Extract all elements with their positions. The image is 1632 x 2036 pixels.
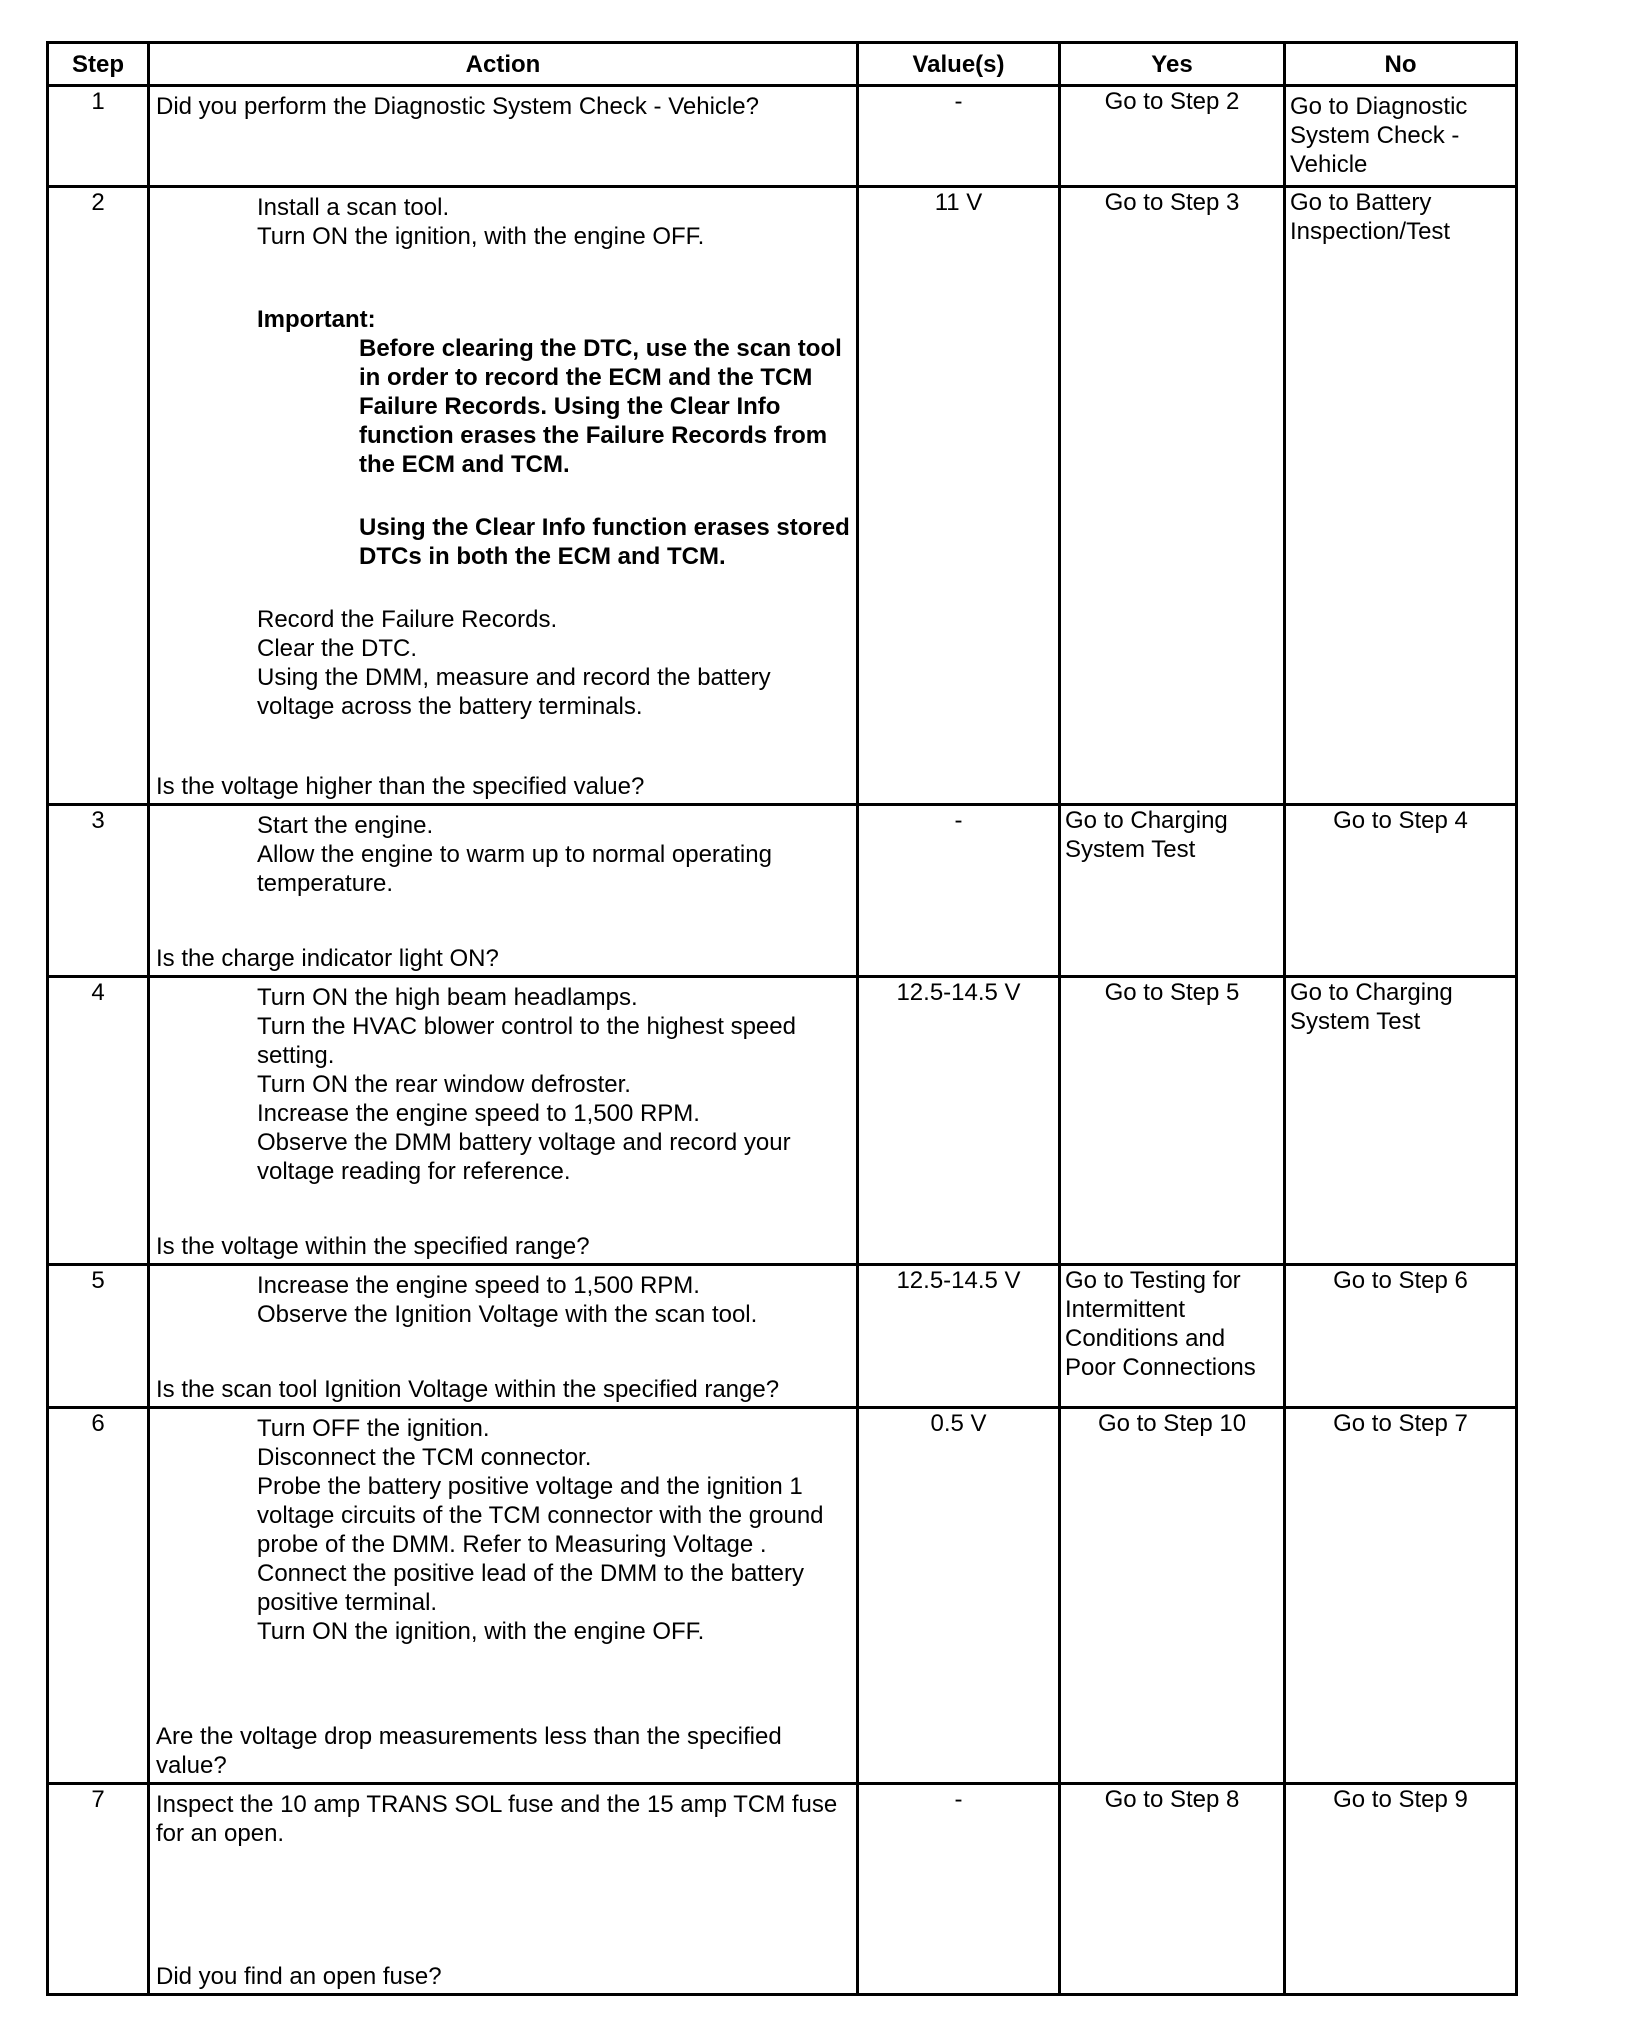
table-row [48, 1784, 1517, 1995]
action-cell [149, 805, 858, 977]
no-cell [1285, 977, 1517, 1265]
step-number: 5 [48, 1265, 149, 1408]
step-number: 6 [48, 1408, 149, 1784]
action-cell [149, 187, 858, 805]
no-cell [1285, 1265, 1517, 1408]
instruction-line: Observe the DMM battery voltage and record your voltage reading for reference. [257, 1129, 791, 1185]
no-text: Go to Diagnostic System Check - Vehicle [1290, 93, 1468, 178]
question-text: Is the scan tool Ignition Voltage within the specified range? [156, 1376, 780, 1403]
yes-cell [1060, 1408, 1285, 1784]
value-cell: 12.5-14.5 V [858, 1265, 1060, 1408]
instruction-line: Start the engine. [257, 812, 434, 839]
value-cell: 0.5 V [858, 1408, 1060, 1784]
yes-text: Go to Step 2 [1104, 88, 1240, 115]
step-number: 4 [48, 977, 149, 1265]
instruction-line: Connect the positive lead of the DMM to the battery positive terminal. [257, 1560, 804, 1616]
yes-cell [1060, 86, 1285, 187]
instruction-line: Inspect the 10 amp TRANS SOL fuse and the 15 amp TCM fuse for an open. [156, 1791, 838, 1847]
yes-cell [1060, 977, 1285, 1265]
question-text: Did you find an open fuse? [156, 1963, 442, 1990]
yes-cell [1060, 1784, 1285, 1995]
important-note: Using the Clear Info function erases stored DTCs in both the ECM and TCM. [359, 514, 850, 570]
instruction-line: Install a scan tool. [257, 194, 450, 221]
table-row [48, 1265, 1517, 1408]
important-title: Important: [257, 306, 376, 333]
question-text: Is the charge indicator light ON? [156, 945, 499, 972]
yes-cell [1060, 1265, 1285, 1408]
instruction-line: Turn ON the ignition, with the engine OFF. [257, 223, 705, 250]
header-yes: Yes [1060, 43, 1285, 86]
instruction-line: Observe the Ignition Voltage with the scan tool. [257, 1301, 758, 1328]
no-cell [1285, 187, 1517, 805]
question-text: Are the voltage drop measurements less than the specified value? [156, 1723, 782, 1779]
yes-cell [1060, 187, 1285, 805]
yes-text: Go to Testing for Intermittent Conditions and Poor Connections [1065, 1267, 1256, 1381]
action-cell [149, 86, 858, 187]
action-cell [149, 1408, 858, 1784]
instruction-line: Probe the battery positive voltage and the ignition 1 voltage circuits of the TCM connector with the ground probe of the DMM. Refer to Measuring Voltage . [257, 1473, 824, 1558]
step-number: 3 [48, 805, 149, 977]
yes-text: Go to Charging System Test [1065, 807, 1228, 863]
action-cell [149, 977, 858, 1265]
value-cell: - [858, 805, 1060, 977]
no-text: Go to Step 9 [1333, 1786, 1468, 1813]
value-cell: - [858, 86, 1060, 187]
question-text: Is the voltage higher than the specified value? [156, 773, 645, 800]
yes-text: Go to Step 3 [1104, 189, 1240, 216]
instruction-line: Record the Failure Records. [257, 606, 558, 633]
no-text: Go to Step 7 [1333, 1410, 1468, 1437]
table-row [48, 1408, 1517, 1784]
question-text: Did you perform the Diagnostic System Check - Vehicle? [156, 93, 759, 120]
no-cell [1285, 1784, 1517, 1995]
instruction-line: Clear the DTC. [257, 635, 418, 662]
yes-text: Go to Step 8 [1104, 1786, 1240, 1813]
header-no: No [1285, 43, 1517, 86]
yes-cell [1060, 805, 1285, 977]
header-values: Value(s) [858, 43, 1060, 86]
value-cell: - [858, 1784, 1060, 1995]
header-step: Step [48, 43, 149, 86]
table-row [48, 977, 1517, 1265]
action-cell [149, 1265, 858, 1408]
step-number: 2 [48, 187, 149, 805]
important-note: Before clearing the DTC, use the scan tool in order to record the ECM and the TCM Failure Records. Using the Clear Info function erases the Failure Records from the ECM and TCM. [359, 335, 842, 478]
header-action: Action [149, 43, 858, 86]
instruction-line: Turn ON the ignition, with the engine OFF. [257, 1618, 705, 1645]
table-row [48, 805, 1517, 977]
step-number: 7 [48, 1784, 149, 1995]
no-text: Go to Step 4 [1333, 807, 1468, 834]
instruction-line: Allow the engine to warm up to normal operating temperature. [257, 841, 772, 897]
step-number: 1 [48, 86, 149, 187]
question-text: Is the voltage within the specified range? [156, 1233, 590, 1260]
instruction-line: Increase the engine speed to 1,500 RPM. [257, 1100, 700, 1127]
table-row [48, 187, 1517, 805]
no-cell [1285, 86, 1517, 187]
instruction-line: Using the DMM, measure and record the battery voltage across the battery terminals. [257, 664, 771, 720]
no-cell [1285, 1408, 1517, 1784]
no-text: Go to Charging System Test [1290, 979, 1453, 1035]
instruction-line: Turn OFF the ignition. [257, 1415, 490, 1442]
instruction-line: Turn the HVAC blower control to the highest speed setting. [257, 1013, 796, 1069]
no-cell [1285, 805, 1517, 977]
header-row [48, 43, 1517, 86]
instruction-line: Turn ON the high beam headlamps. [257, 984, 638, 1011]
no-text: Go to Battery Inspection/Test [1290, 189, 1451, 245]
no-text: Go to Step 6 [1333, 1267, 1468, 1294]
instruction-line: Disconnect the TCM connector. [257, 1444, 592, 1471]
yes-text: Go to Step 5 [1104, 979, 1240, 1006]
diagnostic-table [46, 41, 1518, 1996]
yes-text: Go to Step 10 [1097, 1410, 1247, 1437]
value-cell: 11 V [858, 187, 1060, 805]
table-row [48, 86, 1517, 187]
instruction-line: Turn ON the rear window defroster. [257, 1071, 631, 1098]
value-cell: 12.5-14.5 V [858, 977, 1060, 1265]
instruction-line: Increase the engine speed to 1,500 RPM. [257, 1272, 700, 1299]
action-cell [149, 1784, 858, 1995]
